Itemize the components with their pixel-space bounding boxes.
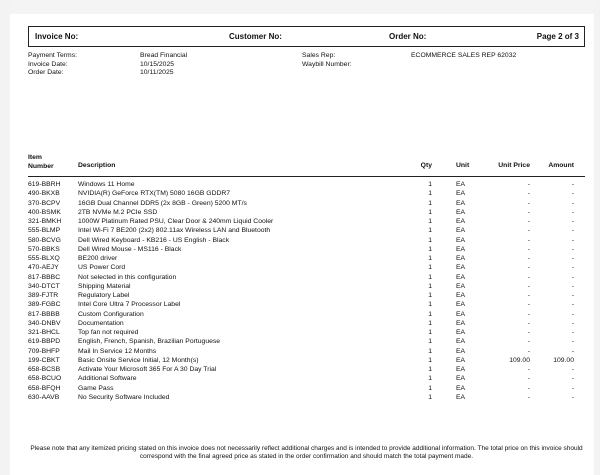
unit-price-cell: - — [527, 273, 530, 281]
table-row — [10, 374, 594, 383]
sales-rep-label: Sales Rep: — [302, 52, 336, 59]
amount-cell: - — [571, 199, 574, 207]
description-cell: Mail In Service 12 Months — [78, 347, 157, 355]
item-number-cell: 555-BLXQ — [28, 255, 60, 262]
description-cell: Activate Your Microsoft 365 For A 30 Day Trial — [78, 366, 217, 373]
table-row — [10, 347, 594, 356]
qty-cell: 1 — [428, 245, 432, 253]
item-number-cell: 817-BBBB — [28, 310, 60, 318]
amount-cell: - — [571, 384, 574, 392]
unit-price-header: Unit Price — [498, 162, 530, 169]
qty-cell: 1 — [428, 218, 432, 225]
unit-price-cell: - — [527, 375, 530, 383]
amount-cell: - — [571, 181, 574, 188]
description-cell: Basic Onsite Service Initial, 12 Month(s) — [78, 356, 199, 364]
unit-cell: EA — [456, 282, 466, 290]
table-row — [10, 337, 594, 346]
amount-cell: - — [571, 255, 574, 262]
meta-labels-right — [302, 52, 352, 69]
unit-header: Unit — [456, 162, 470, 169]
qty-cell: 1 — [428, 329, 432, 336]
unit-cell: EA — [456, 310, 466, 318]
table-row — [10, 208, 594, 217]
unit-cell: EA — [456, 347, 466, 355]
unit-price-cell: - — [527, 393, 530, 401]
amount-cell: - — [571, 338, 574, 346]
item-number-cell: 658-BFQH — [28, 384, 61, 392]
amount-cell: - — [571, 208, 574, 216]
page-indicator: Page 2 of 3 — [536, 32, 579, 41]
table-row — [10, 393, 594, 402]
unit-cell: EA — [456, 255, 466, 262]
column-header-rule — [28, 176, 585, 177]
table-row — [10, 319, 594, 328]
table-row — [10, 291, 594, 300]
line-items-table — [10, 180, 594, 402]
customer-number-label: Customer No: — [229, 32, 282, 41]
table-row — [10, 328, 594, 337]
item-number-cell: 470-AEJY — [28, 264, 59, 272]
item-number-cell: 370-BCPV — [28, 199, 61, 207]
description-cell: US Power Cord — [78, 264, 126, 272]
unit-price-cell: - — [527, 366, 530, 373]
viewer-left-margin — [0, 0, 10, 475]
description-cell: Top fan not required — [78, 329, 139, 336]
unit-cell: EA — [456, 218, 466, 225]
table-row — [10, 217, 594, 226]
item-number-cell: 490-BKXB — [28, 190, 60, 198]
table-row — [10, 273, 594, 282]
unit-cell: EA — [456, 338, 466, 346]
unit-cell: EA — [456, 301, 466, 309]
item-number-cell: 817-BBBC — [28, 273, 61, 281]
invoice-date-label: Invoice Date: — [28, 60, 68, 68]
item-number-cell: 619-BBPD — [28, 338, 61, 346]
item-number-cell: 570-BBKS — [28, 245, 60, 253]
unit-price-cell: - — [527, 319, 530, 327]
amount-cell: - — [571, 292, 574, 299]
unit-cell: EA — [456, 264, 466, 272]
qty-cell: 1 — [428, 264, 432, 272]
description-cell: Additional Software — [78, 375, 137, 383]
meta-values-right — [411, 52, 516, 61]
table-row — [10, 263, 594, 272]
table-row — [10, 236, 594, 245]
order-date-value: 10/11/2025 — [140, 69, 174, 77]
unit-price-cell: - — [527, 245, 530, 253]
qty-cell: 1 — [428, 282, 432, 290]
qty-cell: 1 — [428, 236, 432, 244]
qty-cell: 1 — [428, 366, 432, 373]
qty-cell: 1 — [428, 384, 432, 392]
unit-price-cell: - — [527, 338, 530, 346]
item-number-cell: 658-BCUO — [28, 375, 62, 383]
amount-cell: - — [571, 190, 574, 198]
item-number-cell: 709-BHFP — [28, 347, 60, 355]
unit-price-cell: - — [527, 347, 530, 355]
unit-price-cell: - — [527, 329, 530, 336]
table-row — [10, 199, 594, 208]
payment-terms-value: Bread Financial — [140, 52, 188, 59]
amount-cell: - — [571, 227, 574, 235]
unit-cell: EA — [456, 190, 466, 198]
description-cell: No Security Software Included — [78, 393, 170, 401]
qty-header: Qty — [420, 162, 432, 169]
viewer-right-margin — [594, 0, 600, 475]
amount-cell: - — [571, 245, 574, 253]
invoice-page — [10, 14, 594, 475]
description-cell: 2TB NVMe M.2 PCIe SSD — [78, 208, 158, 216]
unit-cell: EA — [456, 199, 466, 207]
item-number-cell: 400-BSMK — [28, 208, 61, 216]
description-cell: Dell Wired Mouse - MS116 - Black — [78, 245, 182, 253]
qty-cell: 1 — [428, 338, 432, 346]
item-number-cell: 340-DNBV — [28, 319, 61, 327]
table-row — [10, 245, 594, 254]
amount-cell: - — [571, 319, 574, 327]
payment-terms-label: Payment Terms: — [28, 52, 77, 59]
table-row — [10, 356, 594, 365]
amount-cell: - — [571, 236, 574, 244]
unit-price-cell: - — [527, 384, 530, 392]
invoice-header-box — [28, 26, 585, 47]
unit-price-cell: - — [527, 282, 530, 290]
amount-cell: - — [571, 393, 574, 401]
item-number-cell: 321-BHCL — [28, 329, 60, 336]
unit-price-cell: - — [527, 190, 530, 198]
meta-labels-left — [28, 52, 77, 78]
amount-header: Amount — [548, 162, 574, 169]
order-number-label: Order No: — [389, 32, 427, 41]
qty-cell: 1 — [428, 356, 432, 364]
qty-cell: 1 — [428, 319, 432, 327]
unit-cell: EA — [456, 236, 466, 244]
item-number-cell: 630-AAVB — [28, 393, 60, 401]
qty-cell: 1 — [428, 199, 432, 207]
qty-cell: 1 — [428, 227, 432, 235]
item-number-cell: 389-FJTR — [28, 292, 59, 299]
amount-cell: - — [571, 301, 574, 309]
invoice-date-value: 10/15/2025 — [140, 60, 175, 68]
qty-cell: 1 — [428, 310, 432, 318]
amount-cell: - — [571, 264, 574, 272]
item-header-line2: Number — [28, 163, 54, 170]
description-header: Description — [78, 162, 116, 169]
sales-rep-value: ECOMMERCE SALES REP 62032 — [411, 52, 517, 59]
unit-price-cell: - — [527, 199, 530, 207]
qty-cell: 1 — [428, 190, 432, 198]
item-number-header — [28, 153, 54, 171]
unit-cell: EA — [456, 329, 466, 336]
table-row — [10, 365, 594, 374]
table-row — [10, 310, 594, 319]
unit-price-cell: 109.00 — [509, 356, 530, 364]
unit-price-cell: - — [527, 292, 530, 299]
table-row — [10, 226, 594, 235]
description-cell: 16GB Dual Channel DDR5 (2x 8GB - Green) 5200 MT/s — [78, 199, 247, 207]
table-row — [10, 254, 594, 263]
amount-cell: - — [571, 347, 574, 355]
invoice-number-label: Invoice No: — [35, 32, 79, 41]
item-number-cell: 199-CBKT — [28, 356, 60, 364]
amount-cell: - — [571, 375, 574, 383]
qty-cell: 1 — [428, 255, 432, 262]
unit-cell: EA — [456, 227, 466, 235]
viewer-top-margin — [0, 0, 600, 14]
table-row — [10, 384, 594, 393]
amount-cell: - — [571, 366, 574, 373]
item-number-cell: 321-BMKH — [28, 218, 62, 225]
unit-cell: EA — [456, 208, 466, 216]
item-number-cell: 619-BBRH — [28, 181, 61, 188]
unit-cell: EA — [456, 181, 466, 188]
unit-cell: EA — [456, 384, 466, 392]
order-date-label: Order Date: — [28, 69, 64, 77]
unit-cell: EA — [456, 375, 466, 383]
unit-cell: EA — [456, 245, 466, 253]
waybill-label: Waybill Number: — [302, 60, 352, 68]
item-number-cell: 555-BLMP — [28, 227, 61, 235]
meta-values-left — [140, 52, 187, 78]
description-cell: Intel Wi-Fi 7 BE200 (2x2) 802.11ax Wireless LAN and Bluetooth — [78, 227, 271, 235]
item-number-cell: 658-BCSB — [28, 366, 61, 373]
qty-cell: 1 — [428, 181, 432, 188]
amount-cell: - — [571, 329, 574, 336]
unit-price-cell: - — [527, 218, 530, 225]
description-cell: Custom Configuration — [78, 310, 144, 318]
description-cell: Shipping Material — [78, 282, 131, 290]
description-cell: Not selected in this configuration — [78, 273, 177, 281]
unit-price-cell: - — [527, 208, 530, 216]
description-cell: Dell Wired Keyboard - KB216 - US English - Black — [78, 236, 230, 244]
amount-cell: - — [571, 218, 574, 225]
item-header-line1: Item — [28, 154, 42, 161]
description-cell: Game Pass — [78, 384, 114, 392]
description-cell: Windows 11 Home — [78, 181, 135, 188]
unit-price-cell: - — [527, 236, 530, 244]
table-row — [10, 189, 594, 198]
description-cell: 1000W Platinum Rated PSU, Clear Door & 240mm Liquid Cooler — [78, 218, 274, 225]
amount-cell: - — [571, 310, 574, 318]
table-row — [10, 180, 594, 189]
table-row — [10, 300, 594, 309]
item-number-cell: 580-BCVG — [28, 236, 61, 244]
item-number-cell: 340-DTCT — [28, 282, 60, 290]
qty-cell: 1 — [428, 208, 432, 216]
unit-cell: EA — [456, 292, 466, 299]
description-cell: Regulatory Label — [78, 292, 130, 299]
description-cell: Intel Core Ultra 7 Processor Label — [78, 301, 181, 309]
unit-price-cell: - — [527, 227, 530, 235]
description-cell: BE200 driver — [78, 255, 118, 262]
qty-cell: 1 — [428, 273, 432, 281]
unit-price-cell: - — [527, 310, 530, 318]
item-number-cell: 389-FGBC — [28, 301, 61, 309]
table-row — [10, 282, 594, 291]
unit-cell: EA — [456, 356, 466, 364]
unit-cell: EA — [456, 273, 466, 281]
amount-cell: 109.00 — [553, 356, 574, 364]
qty-cell: 1 — [428, 375, 432, 383]
unit-price-cell: - — [527, 255, 530, 262]
unit-price-cell: - — [527, 301, 530, 309]
unit-price-cell: - — [527, 264, 530, 272]
unit-cell: EA — [456, 393, 466, 401]
description-cell: Documentation — [78, 319, 124, 327]
unit-cell: EA — [456, 366, 466, 373]
unit-cell: EA — [456, 319, 466, 327]
qty-cell: 1 — [428, 292, 432, 299]
amount-cell: - — [571, 282, 574, 290]
amount-cell: - — [571, 273, 574, 281]
pricing-notice: Please note that any itemized pricing stated on this invoice does not necessarily reflect additional charges and is intended to provide additional information. The total price on this invoice should correspond with the final agreed price as stated in the order confirmation and should match the total payment made. — [30, 445, 583, 461]
unit-price-cell: - — [527, 181, 530, 188]
description-cell: NVIDIA(R) GeForce RTX(TM) 5080 16GB GDDR7 — [78, 190, 231, 198]
qty-cell: 1 — [428, 301, 432, 309]
description-cell: English, French, Spanish, Brazilian Portuguese — [78, 338, 221, 346]
qty-cell: 1 — [428, 393, 432, 401]
qty-cell: 1 — [428, 347, 432, 355]
